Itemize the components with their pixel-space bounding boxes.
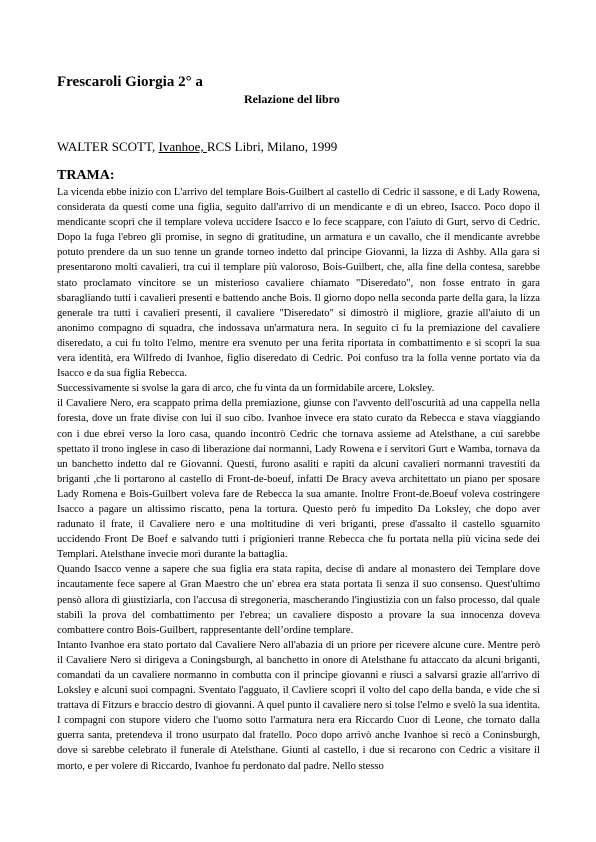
student-name-class: Frescaroli Giorgia 2° a <box>57 74 203 90</box>
plot-body <box>57 185 540 774</box>
section-heading: TRAMA: <box>57 168 115 183</box>
book-citation <box>57 139 337 155</box>
paragraph: Quando Isacco venne a sapere che sua figlia era stata rapita, decise di andare al monastero dei Templare dove incautamente fece sapere al Gran Maestro che un' ebrea era stata portata lì senza il suo consenso. Quest'ultimo pensò allora di giustiziarla, con l'accusa di stregoneria, mascherando l'ingiustizia con un falso processo, dal quale stabilì la prova del combattimento per l'ebrea; un cavaliere disposto a provare la sua innocenza doveva combattere contro Bois-Guilbert, rappresentante dell’ordine templare. <box>57 564 540 636</box>
report-title: Relazione del libro <box>244 92 340 106</box>
paragraph: Successivamente si svolse la gara di arco, che fu vinta da un formidabile arcere, Loksley. <box>57 383 435 395</box>
paragraph: il Cavaliere Nero, era scappato prima della premiazione, giunse con l'avvento dell'oscurità ad una cappella nella foresta, dove un frate divise con lui il suo cibo. Ivanhoe invece era stato curato da Rebecca e stava viaggiando con i due ebrei verso la loro casa, quando incontrò Cedric che tornava assieme ad Atelsthane, a cui sarebbe spettato il trono inglese in caso di liberazione dai normanni, Lady Rowena e i servitori Gurt e Wamba, tornava da un banchetto indetto dal re Giovanni. Questi, furono asaliti e rapiti da alcuni cavalieri normanni travestiti da briganti ,che li portarono al castello di Front-de-boeuf, infatti De Bracy aveva architettato un piano per sposare Lady Romena e Bois-Guilbert voleva fare de Rebecca la sua amante. Inoltre Front-de.Boeuf voleva costringere Isacco a pagare un altissimo riscatto, pena la tortura. Questo però fu impedito Da Loksley, che dopo aver radunato il frate, il Cavaliere nero e una moltitudine di veri briganti, prese d'assalto il castello sguarnito uccidendo Front De Boef e salvando tutti i prigionieri tranne Rebecca che fu portata nella più vicina sede dei Templari. Atelsthane invecie morì durante la battaglia. <box>57 398 540 561</box>
citation-book-title: Ivanhoe, <box>158 139 207 154</box>
citation-author: WALTER SCOTT, <box>57 139 159 154</box>
paragraph: La vicenda ebbe inizio con L'arrivo del templare Bois-Guilbert al castello di Cedric il sassone, e di Lady Rowena, considerata da questi come una figlia, seguito dall'arrivo di un mendicante e di un ebreo, Isacco. Poco dopo il mendicante scoprì che il templare voleva uccidere Isacco e lo fece scappare, con l'aiuto di Gurt, servo di Cedric. Dopo la fuga l'ebreo gli promise, in segno di gratitudine, un armatura e un cavallo, che il mendicante avrebbe potuto prendere da un suo tenne un grande torneo indetto dal principe Giovanni, la lizza di Ashby. Alla gara si presentarono molti cavalieri, tra cui il templare più valoroso, Bois-Guilbert, che, alla fine della contesa, sarebbe stato proclamato vincitore se un misterioso cavaliere chiamato "Diseredato", non fosse entrato in gara sbaragliando tutti i cavalieri presenti e battendo anche Bois. Il giorno dopo nella seconda parte della gara, la lizza generale tra tutti i cavalieri presenti, il cavaliere "Diseredato" si dimostrò il migliore, grazie all'aiuto di un anonimo compagno di squadra, che indossava un'armatura nera. In seguito ci fu la premiazione del cavaliere diseredato, a cui fu tolto l'elmo, mentre era svenuto per una ferita riportata in combattimento e si scoprì la sua vera identità, era Wilfredo di Ivanhoe, figlio diseredato di Cedric. Poi confuso tra la folla venne portato via da Isacco e da sua figlia Rebecca. <box>57 187 540 380</box>
citation-publisher: RCS Libri, Milano, 1999 <box>206 139 338 154</box>
paragraph: Intanto Ivanhoe era stato portato dal Cavaliere Nero all'abazia di un priore per ricevere alcune cure. Mentre però il Cavaliere Nero si dirigeva a Coningsburgh, al banchetto in onore di Atelsthane fu attaccato da alcuni briganti, comandati da un cavaliere normanno in combutta con il principe giovanni e riuscì a salvarsi grazie all'arrivo di Loksley e alcuni suoi compagni. Sventato l'agguato, il Cavliere scoprì il volto del capo della banda, e vide che si trattava di Fitzurs e braccio destro di giovanni. A quel punto il cavaliere nero si tolse l'elmo e svelò la sua identita. I compagni con stupore videro che l'uomo sotto l'armatura nera era Riccardo Cuor di Leone, che tornato dalla guerra santa, pretendeva il trono usurpato dal fratello. Poco dopo arrivò anche Ivanhoe si recò a Coninsburgh, dove si sarebbe celebrato il funerale di Atelsthane. Giunti al castello, i due si recarono con Cedric a visitare il morto, e per volere di Riccardo, Ivanhoe fu perdonato dal padre. Nello stesso <box>57 639 540 772</box>
